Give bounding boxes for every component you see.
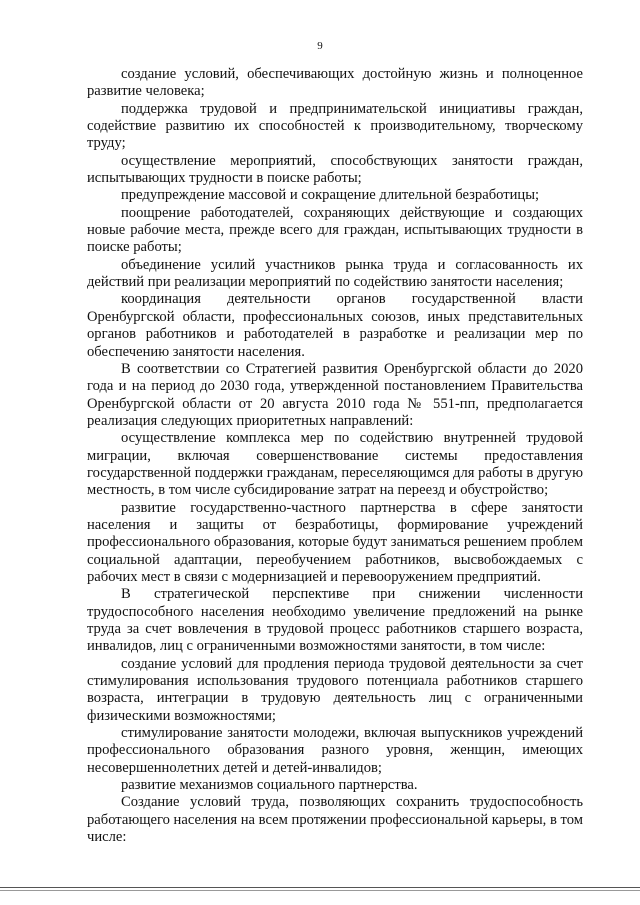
page-number: 9 bbox=[317, 40, 323, 52]
paragraph-10: развитие государственно-частного партнерства в сфере занятости населения и защиты от безработицы, формирование учреждений профессионального образования, которые будут заниматься решением проблем социальной адаптации, переобучением работников, высвобождаемых с рабочих мест в связи с модернизацией и перевооружением предприятий. bbox=[87, 499, 583, 585]
paragraph-3: осуществление мероприятий, способствующих занятости граждан, испытывающих трудности в поиске работы; bbox=[87, 152, 583, 187]
paragraph-14: развитие механизмов социального партнерства. bbox=[121, 777, 418, 794]
paragraph-13: стимулирование занятости молодежи, включая выпускников учреждений профессионального образования разного уровня, женщин, имеющих несовершеннолетних детей и детей-инвалидов; bbox=[87, 725, 583, 776]
scan-edge-line-shadow bbox=[0, 890, 640, 891]
paragraph-6: объединение усилий участников рынка труда и согласованность их действий при реализации мероприятий по содействию занятости населения; bbox=[87, 256, 583, 291]
paragraph-2: поддержка трудовой и предпринимательской инициативы граждан, содействие развитию их способностей к производительному, творческому труду; bbox=[87, 100, 583, 152]
paragraph-7: координация деятельности органов государственной власти Оренбургской области, профессиональных союзов, иных представительных органов работников и работодателей в разработке и реализации мер по обеспечению занятости населения. bbox=[87, 291, 583, 360]
paragraph-15: Создание условий труда, позволяющих сохранить трудоспособность работающего населения на всем протяжении профессиональной карьеры, в том числе: bbox=[87, 794, 583, 846]
paragraph-12: создание условий для продления периода трудовой деятельности за счет стимулирования использования трудового потенциала работников старшего возраста, интеграции в трудовую деятельность лиц с ограниченными физическими возможностями; bbox=[87, 655, 583, 724]
paragraph-11: В стратегической перспективе при снижении численности трудоспособного населения необходимо увеличение предложений на рынке труда за счет вовлечения в трудовой процесс работников старшего возраста, инвалидов, лиц с ограниченными возможностями занятости, в том числе: bbox=[87, 586, 583, 655]
document-body bbox=[87, 66, 583, 846]
paragraph-8: В соответствии со Стратегией развития Оренбургской области до 2020 года и на период до 2030 года, утвержденной постановлением Правительства Оренбургской области от 20 августа 2010 года № 551-пп, предполагается реализация следующих приоритетных направлений: bbox=[87, 360, 583, 429]
scan-edge-line bbox=[0, 887, 640, 888]
paragraph-5: поощрение работодателей, сохраняющих действующие и создающих новые рабочие места, прежде всего для граждан, испытывающих трудности в поиске работы; bbox=[87, 204, 583, 256]
paragraph-9: осуществление комплекса мер по содействию внутренней трудовой миграции, включая совершенствование системы предоставления государственной поддержки гражданам, переселяющимся для работы в другую местность, в том числе субсидирование затрат на переезд и обустройство; bbox=[87, 430, 583, 499]
paragraph-4: предупреждение массовой и сокращение длительной безработицы; bbox=[121, 187, 540, 204]
paragraph-1: создание условий, обеспечивающих достойную жизнь и полноценное развитие человека; bbox=[87, 66, 583, 100]
